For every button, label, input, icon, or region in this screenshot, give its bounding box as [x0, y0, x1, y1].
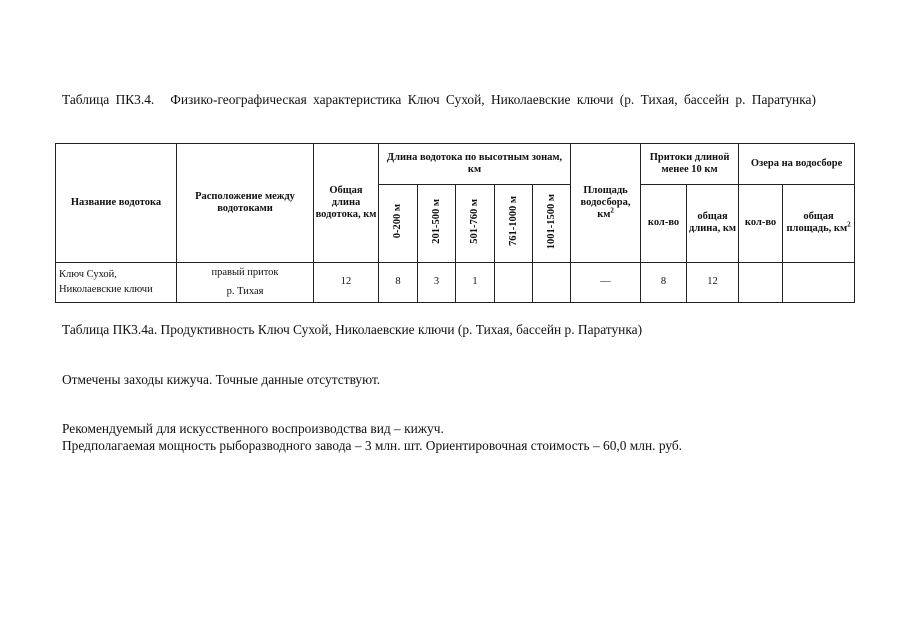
- cell-location: правый приток р. Тихая: [177, 262, 314, 302]
- cell-zone-1001-1500: [533, 262, 571, 302]
- productivity-caption: Таблица ПК3.4а. Продуктивность Ключ Сухой, Николаевские ключи (р. Тихая, бассейн р. Паратунка): [62, 322, 643, 337]
- header-zone-501-760: 501-760 м: [456, 185, 495, 262]
- cell-total-length: 12: [314, 262, 379, 302]
- recommendation-line-1: Рекомендуемый для искусственного воспроизводства вид – кижуч.: [62, 421, 444, 436]
- header-zone-761-1000: 761-1000 м: [495, 185, 533, 262]
- table-caption-text: Физико-географическая характеристика Ключ Сухой, Николаевские ключи (р. Тихая, бассейн р. Паратунка): [170, 92, 816, 107]
- cell-area: —: [571, 262, 641, 302]
- header-area: Площадь водосбора, $км^2$: [571, 144, 641, 263]
- recommendation-line-2: Предполагаемая мощность рыборазводного завода – 3 млн. шт. Ориентировочная стоимость – 60,0 млн. руб.: [62, 438, 683, 453]
- header-zone-201-500: 201-500 м: [418, 185, 456, 262]
- cell-zone-201-500: 3: [418, 262, 456, 302]
- header-lakes-group: Озера на водосборе: [739, 144, 855, 185]
- header-name: Название водотока: [56, 144, 177, 263]
- header-trib-length: общая длина, км: [687, 185, 739, 262]
- table-caption: [62, 91, 848, 109]
- cell-lakes-area: [783, 262, 855, 302]
- cell-zone-0-200: 8: [379, 262, 418, 302]
- cell-trib-length: 12: [687, 262, 739, 302]
- header-zone-0-200: 0-200 м: [379, 185, 418, 262]
- header-lakes-count: кол-во: [739, 185, 783, 262]
- header-location: Расположение между водотоками: [177, 144, 314, 263]
- header-zones-group: Длина водотока по высотным зонам, км: [379, 144, 571, 185]
- table-caption-label: Таблица ПК3.4.: [62, 92, 155, 107]
- cell-zone-501-760: 1: [456, 262, 495, 302]
- cell-lakes-count: [739, 262, 783, 302]
- header-trib-count: кол-во: [641, 185, 687, 262]
- characteristics-table: [55, 143, 855, 303]
- cell-trib-count: 8: [641, 262, 687, 302]
- cell-name: Ключ Сухой, Николаевские ключи: [56, 262, 177, 302]
- header-zone-1001-1500: 1001-1500 м: [533, 185, 571, 262]
- cell-zone-761-1000: [495, 262, 533, 302]
- header-lakes-area: общая площадь, $км^2$: [783, 185, 855, 262]
- table-row: [56, 262, 855, 302]
- header-total-length: Общая длина водотока, км: [314, 144, 379, 263]
- note-text: Отмечены заходы кижуча. Точные данные отсутствуют.: [62, 372, 381, 387]
- header-tributaries-group: Притоки длиной менее 10 км: [641, 144, 739, 185]
